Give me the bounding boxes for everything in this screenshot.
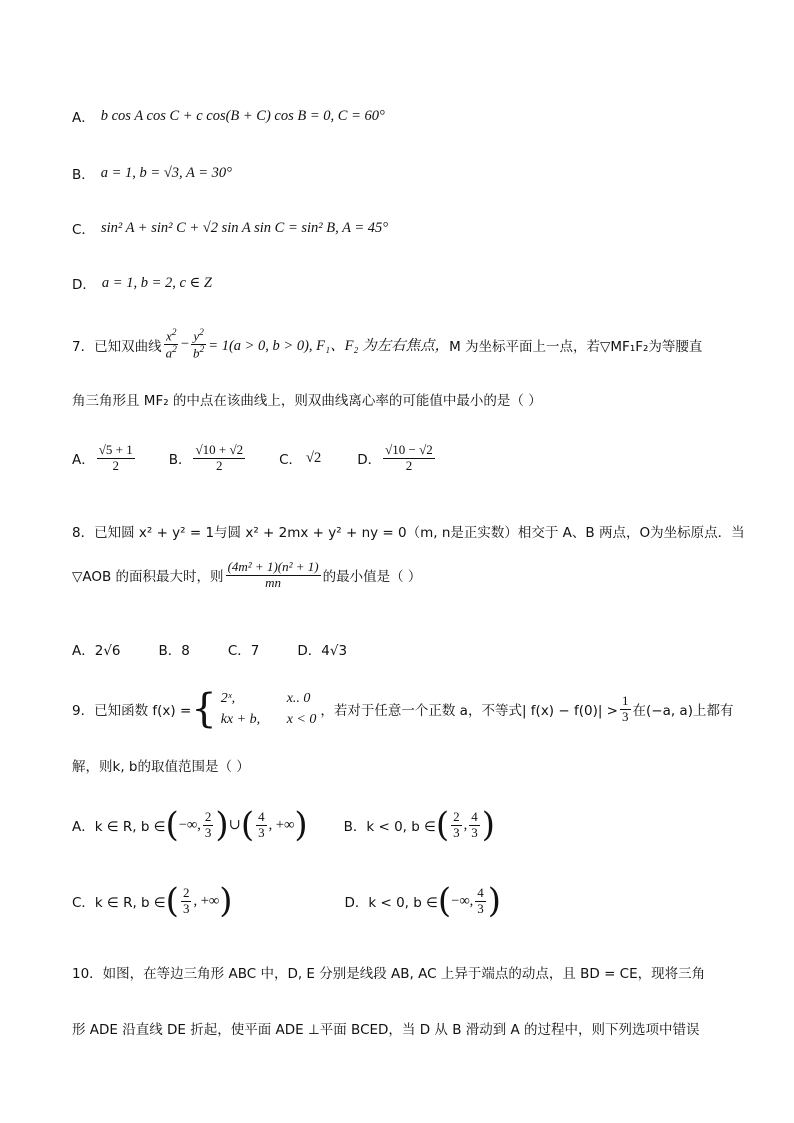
right-paren-icon: ) xyxy=(219,881,233,921)
q9-option-a-label: A．k ∈ R, b ∈ xyxy=(72,819,166,835)
right-paren-icon: ) xyxy=(294,805,308,845)
q8-line2-suffix: 的最小值是（ ） xyxy=(322,569,422,586)
q7-line2: 角三角形且 MF₂ 的中点在该曲线上，则双曲线离心率的可能值中最小的是（ ） xyxy=(72,393,542,409)
right-paren-icon: ) xyxy=(215,805,229,845)
option-label: B． xyxy=(72,167,95,183)
question-10-line1 xyxy=(72,962,705,982)
option-a-q6 xyxy=(72,106,385,126)
q8-option-a: A．2√6 xyxy=(72,643,121,659)
hyperbola-x-term: $\frac{x^2}{a^2}$ xyxy=(165,328,177,361)
option-d-q6 xyxy=(72,273,212,293)
option-expr: b cos A cos C + c cos(B + C) cos B = 0, C = 60° xyxy=(100,107,385,124)
case1-expr: 2ˣ, xyxy=(220,691,236,706)
q9-option-c xyxy=(72,881,233,921)
q7-option-b-frac: $\frac{√10 + √2}{2}$ xyxy=(195,442,244,473)
q7-option-a-frac: $\frac{√5 + 1}{2}$ xyxy=(98,442,133,473)
q7-option-b xyxy=(169,443,247,474)
union-symbol: ∪ xyxy=(228,816,241,833)
q8-fraction xyxy=(226,560,321,591)
q7-suffix: M 为坐标平面上一点，若▽MF₁F₂为等腰直 xyxy=(449,338,703,355)
q9-suffix-b: 在(−a, a)上都有 xyxy=(632,703,734,719)
q7-option-a xyxy=(72,443,137,474)
neg-infinity: −∞, xyxy=(451,892,474,909)
q9-option-b xyxy=(343,805,496,845)
q8-option-b: B．8 xyxy=(158,643,190,659)
q10-line2: 形 ADE 沿直线 DE 折起，使平面 ADE ⊥平面 BCED，当 D 从 B 滑动到 A 的过程中，则下列选项中错误 xyxy=(72,1022,700,1038)
pos-infinity: , +∞ xyxy=(193,892,220,909)
pos-infinity: , +∞ xyxy=(268,816,295,833)
right-paren-icon: ) xyxy=(481,805,496,845)
option-label: C． xyxy=(72,222,95,238)
question-9-line2 xyxy=(72,755,250,775)
piecewise-cases xyxy=(221,688,317,730)
q9-option-c-label: C．k ∈ R, b ∈ xyxy=(72,895,166,911)
neg-infinity: −∞, xyxy=(178,816,201,833)
option-expr: sin² A + sin² C + √2 sin A sin C = sin² B, A = 45° xyxy=(100,219,389,236)
left-paren-icon: ( xyxy=(240,805,255,845)
question-9-options-cd xyxy=(72,881,502,921)
q7-prefix: 7．已知双曲线 xyxy=(72,338,162,355)
question-8-line2 xyxy=(72,560,421,591)
question-7-options xyxy=(72,443,437,474)
frac-4-3: $\frac{4}{3}$ xyxy=(258,808,265,840)
q9-option-a xyxy=(72,805,308,845)
case2-cond: x < 0 xyxy=(286,712,317,727)
option-label: A． xyxy=(72,110,95,126)
q7-option-c xyxy=(279,448,321,468)
question-7-line2 xyxy=(72,389,542,409)
q8-line1: 8．已知圆 x² + y² = 1与圆 x² + 2mx + y² + ny = 0（m, n是正实数）相交于 A、B 两点，O为坐标原点．当 xyxy=(72,525,745,541)
q9-one-third: $\frac{1}{3}$ xyxy=(622,692,629,724)
minus-sign: − xyxy=(180,336,190,353)
question-9-line1 xyxy=(72,688,733,730)
q9-suffix-a: ，若对于任意一个正数 a，不等式| f(x) − f(0)| > xyxy=(320,703,618,719)
frac-4-3: $\frac{4}{3}$ xyxy=(477,884,484,916)
question-8-options xyxy=(72,639,347,659)
q8-fraction-den: mn xyxy=(265,574,282,590)
question-10-line2 xyxy=(72,1018,700,1038)
q9-prefix: 9．已知函数 f(x) = xyxy=(72,703,192,719)
question-9-options-ab xyxy=(72,805,496,845)
q9-option-d-label: D．k < 0, b ∈ xyxy=(344,895,438,911)
left-paren-icon: ( xyxy=(165,881,179,921)
q7-option-d-frac: $\frac{√10 - √2}{2}$ xyxy=(385,442,433,473)
q7-mid: = 1(a > 0, b > 0), F₁、F₂ 为左右焦点， xyxy=(208,338,450,355)
left-paren-icon: ( xyxy=(435,805,450,845)
option-label: D． xyxy=(72,277,96,293)
option-b-q6 xyxy=(72,163,232,183)
case1-cond: x.. 0 xyxy=(286,691,311,706)
frac-2-3: $\frac{2}{3}$ xyxy=(204,808,212,840)
frac-2-3: $\frac{2}{3}$ xyxy=(453,808,460,840)
option-label: A． xyxy=(72,452,95,469)
option-expr: a = 1, b = √3, A = 30° xyxy=(100,164,232,181)
q7-option-c-value: √2 xyxy=(306,449,322,466)
q8-line2-prefix: ▽AOB 的面积最大时，则 xyxy=(72,569,224,586)
question-8-line1 xyxy=(72,521,745,541)
option-label: C． xyxy=(279,452,303,469)
comma: , xyxy=(463,816,468,833)
hyperbola-y-term: $\frac{y^2}{b^2}$ xyxy=(193,328,205,361)
case2-expr: kx + b, xyxy=(220,712,261,727)
option-expr: a = 1, b = 2, c ∈ Z xyxy=(101,274,212,291)
q7-option-d xyxy=(357,443,437,474)
left-paren-icon: ( xyxy=(165,805,179,845)
q8-option-c: C．7 xyxy=(227,643,260,659)
option-c-q6 xyxy=(72,218,388,238)
option-label: B． xyxy=(168,452,192,469)
q8-fraction-num: (4m² + 1)(n² + 1) xyxy=(227,559,319,574)
left-brace-icon: { xyxy=(191,686,217,732)
option-label: D． xyxy=(357,452,382,469)
frac-2-3: $\frac{2}{3}$ xyxy=(182,884,190,916)
q10-line1: 10．如图，在等边三角形 ABC 中，D, E 分别是线段 AB, AC 上异于端点的动点，且 BD = CE，现将三角 xyxy=(72,966,706,982)
right-paren-icon: ) xyxy=(487,881,502,921)
frac-4-3: $\frac{4}{3}$ xyxy=(471,808,478,840)
question-7-line1 xyxy=(72,328,702,362)
q9-option-d xyxy=(344,881,502,921)
q9-line2: 解，则k, b的取值范围是（ ） xyxy=(72,759,250,775)
q8-option-d: D．4√3 xyxy=(297,643,348,659)
q9-option-b-label: B．k < 0, b ∈ xyxy=(343,819,436,835)
left-paren-icon: ( xyxy=(437,881,452,921)
